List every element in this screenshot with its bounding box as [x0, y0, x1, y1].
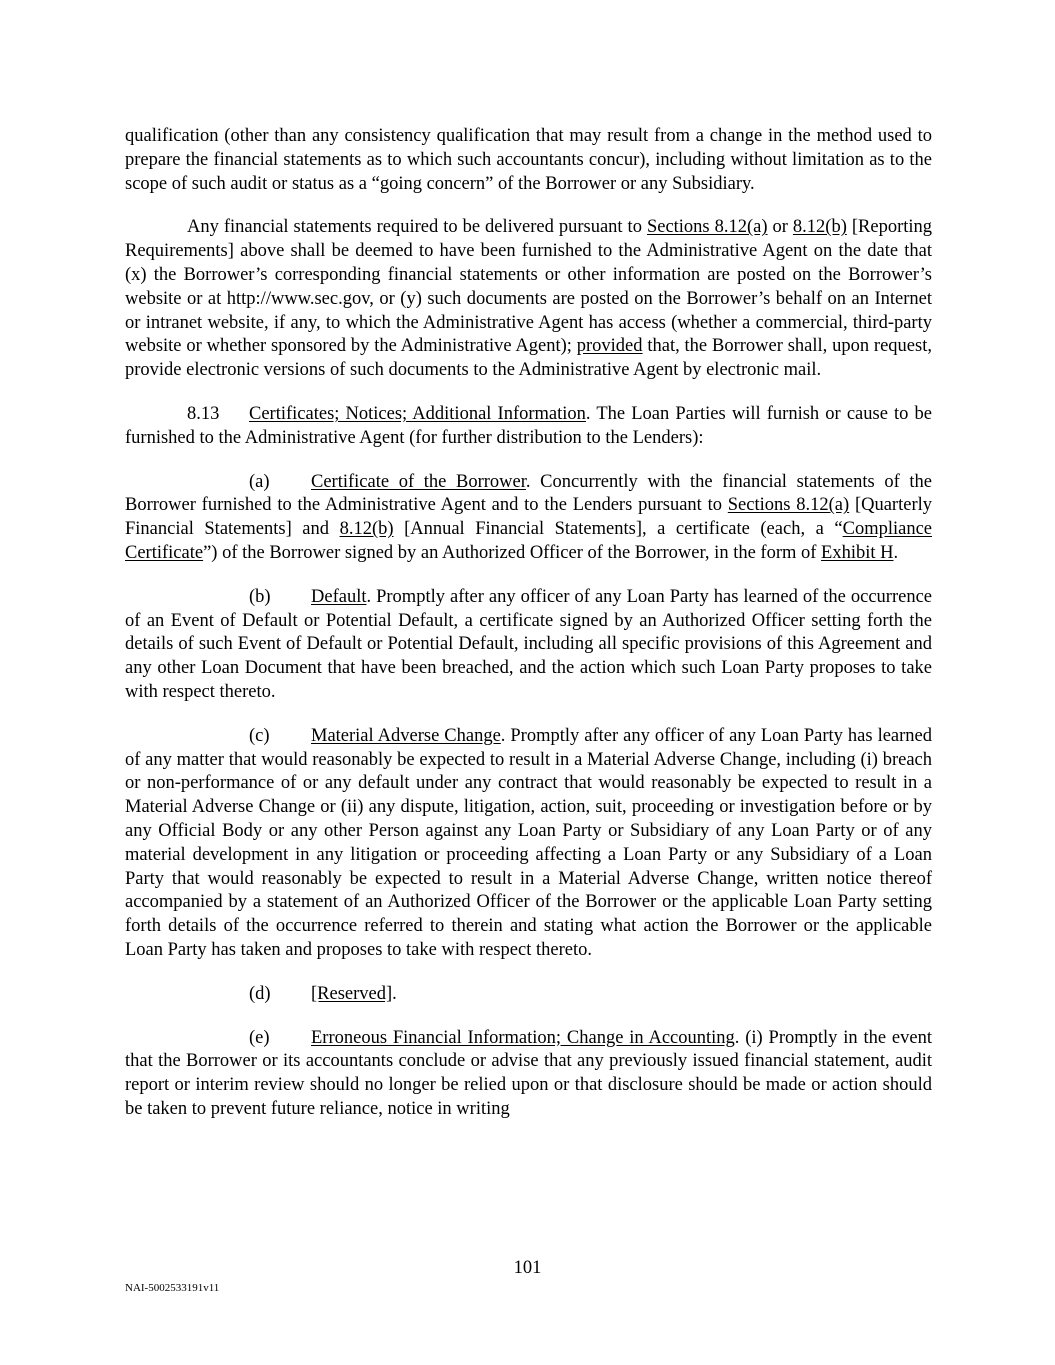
- section-ref-8-12b: 8.12(b): [339, 519, 394, 540]
- paragraph-financial-statements-delivery: Any financial statements required to be delivered pursuant to Sections 8.12(a) or 8.12(b) [Reporting Requirements] above shall be deemed to have been furnished to the Administrative Agent on the date that (x) the Borrower’s corresponding financial statements or other information are posted on the Borrower’s website or at http://www.sec.gov, or (y) such documents are posted on the Borrower’s behalf on an Internet or intranet website, if any, to which the Administrative Agent has access (whether a commercial, third-party website or whether sponsored by the Administrative Agent); provided that, the Borrower shall, upon request, provide electronic versions of such documents to the Administrative Agent by electronic mail.: [125, 217, 933, 381]
- section-ref-8-12a: Sections 8.12(a): [646, 217, 768, 238]
- clause-title: [Reserved]: [311, 983, 393, 1004]
- clause-a: (a) Certificate of the Borrower. Concurrently with the financial statements of the Borrower furnished to the Administrative Agent and to the Lenders pursuant to Sections 8.12(a) [Quarterly Financial Statements] and 8.12(b) [Annual Financial Statements], a certificate (each, a “Compliance Certificate”) of the Borrower signed by an Authorized Officer of the Borrower, in the form of Exhibit H.: [125, 471, 933, 563]
- clause-number: (e): [249, 1027, 270, 1048]
- clause-e: (e) Erroneous Financial Information; Change in Accounting. (i) Promptly in the event that the Borrower or its accountants conclude or advise that any previously issued financial statement, audit report or interim review should no longer be relied upon or that disclosure should be made or action should be taken to prevent future reliance, notice in writing: [125, 1027, 932, 1119]
- clause-d: (d) [Reserved].: [125, 983, 932, 1007]
- exhibit-h-ref: Exhibit H: [821, 542, 894, 563]
- document-id: NAI-5002533191v11: [125, 1282, 220, 1294]
- section-number: 8.13: [187, 403, 220, 424]
- clause-title: Certificate of the Borrower: [311, 471, 526, 492]
- compliance-certificate-term: Compliance Certificate: [125, 519, 933, 563]
- clause-title: Material Adverse Change: [311, 725, 501, 746]
- clause-number: (c): [249, 725, 270, 746]
- clause-b: (b) Default. Promptly after any officer of any Loan Party has learned of the occurrence of an Event of Default or Potential Default, a certificate signed by an Authorized Officer setting forth the details of such Event of Default or Potential Default, including all specific provisions of this Agreement and any other Loan Document that have been breached, and the action which such Loan Party proposes to take with respect thereto.: [125, 586, 932, 702]
- provided-term: provided: [576, 336, 643, 357]
- page-number: 101: [513, 1258, 542, 1278]
- clause-c: (c) Material Adverse Change. Promptly after any officer of any Loan Party has learned of any matter that would reasonably be expected to result in a Material Adverse Change, including (i) breach or non-performance of or any default under any contract that would reasonably be expected to result in a Material Adverse Change or (ii) any dispute, litigation, action, suit, proceeding or investigation before or by any Official Body or any other Person against any Loan Party or Subsidiary of any Loan Party or of any material development in any litigation or proceeding affecting a Loan Party or any Subsidiary of a Loan Party that would reasonably be expected to result in a Material Adverse Change, written notice thereof accompanied by a statement of an Authorized Officer of the Borrower or the applicable Loan Party setting forth details of the occurrence referred to therein and stating what action the Borrower or the applicable Loan Party has taken and proposes to take with respect thereto.: [125, 725, 933, 960]
- paragraph-continuation: qualification (other than any consistency qualification that may result from a change in the method used to prepare the financial statements as to which such accountants concur), including without limitation as to the scope of such audit or status as a “going concern” of the Borrower or any Subsidiary.: [125, 126, 932, 194]
- section-title: Certificates; Notices; Additional Information: [249, 403, 586, 424]
- section-8-13: 8.13 Certificates; Notices; Additional Information. The Loan Parties will furnish or cause to be furnished to the Administrative Agent (for further distribution to the Lenders):: [125, 403, 933, 448]
- document-body: [125, 125, 932, 1142]
- clause-number: (b): [249, 586, 271, 607]
- clause-title: Default: [311, 586, 367, 607]
- section-ref-8-12b: 8.12(b): [792, 217, 847, 238]
- clause-number: (d): [249, 983, 271, 1004]
- section-ref-8-12a: Sections 8.12(a): [727, 495, 850, 516]
- clause-number: (a): [249, 471, 270, 492]
- clause-title: Erroneous Financial Information; Change in Accounting: [311, 1027, 735, 1048]
